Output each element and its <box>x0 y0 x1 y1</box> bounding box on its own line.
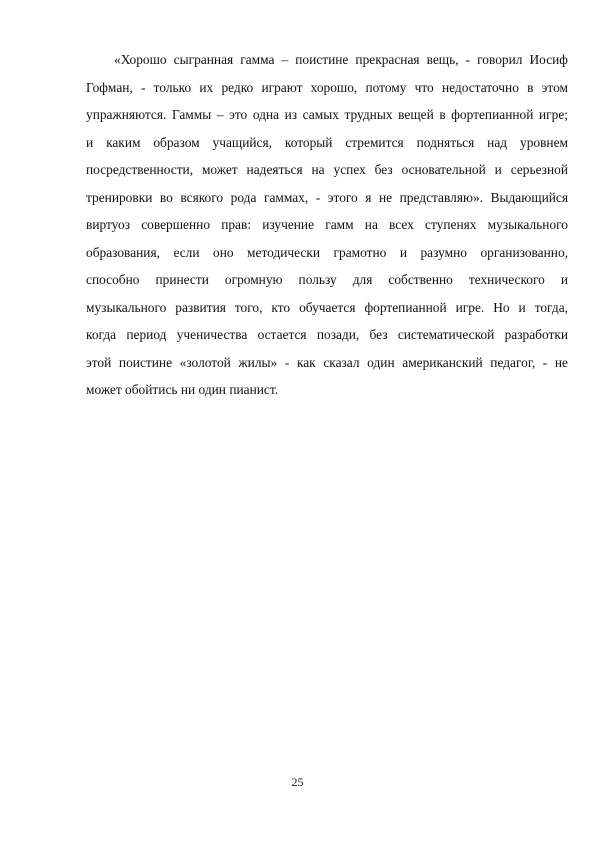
paragraph-line: посредственности, может надеяться на успех без основательной и серьезной <box>86 162 568 177</box>
paragraph-line: может обойтись ни один пианист. <box>86 382 279 397</box>
paragraph-line: «Хорошо сыгранная гамма – поистине прекрасная вещь, - говорил Иосиф <box>114 52 568 67</box>
paragraph-line: и каким образом учащийся, который стремится подняться над уровнем <box>86 134 568 150</box>
paragraph-line: упражняются. Гаммы – это одна из самых трудных вещей в фортепианной игре; <box>86 107 568 122</box>
paragraph-line: этой поистине «золотой жилы» - как сказал один американский педагог, - не <box>86 354 568 370</box>
page-number: 25 <box>291 775 304 789</box>
paragraph-line: Гофман, - только их редко играют хорошо, потому что недостаточно в этом <box>86 79 568 95</box>
paragraph-line: музыкального развития того, кто обучается фортепианной игре. Но и тогда, <box>86 299 568 315</box>
body-paragraph <box>86 46 568 404</box>
paragraph-line: виртуоз совершенно прав: изучение гамм на всех ступенях музыкального <box>86 217 568 232</box>
paragraph-line: способно принести огромную пользу для собственно технического и <box>86 272 568 287</box>
paragraph-line: когда период ученичества остается позади, без систематической разработки <box>86 327 568 342</box>
paragraph-line: образования, если оно методически грамотно и разумно организованно, <box>86 244 568 260</box>
paragraph-line: тренировки во всякого рода гаммах, - этого я не представляю». Выдающийся <box>86 189 568 205</box>
